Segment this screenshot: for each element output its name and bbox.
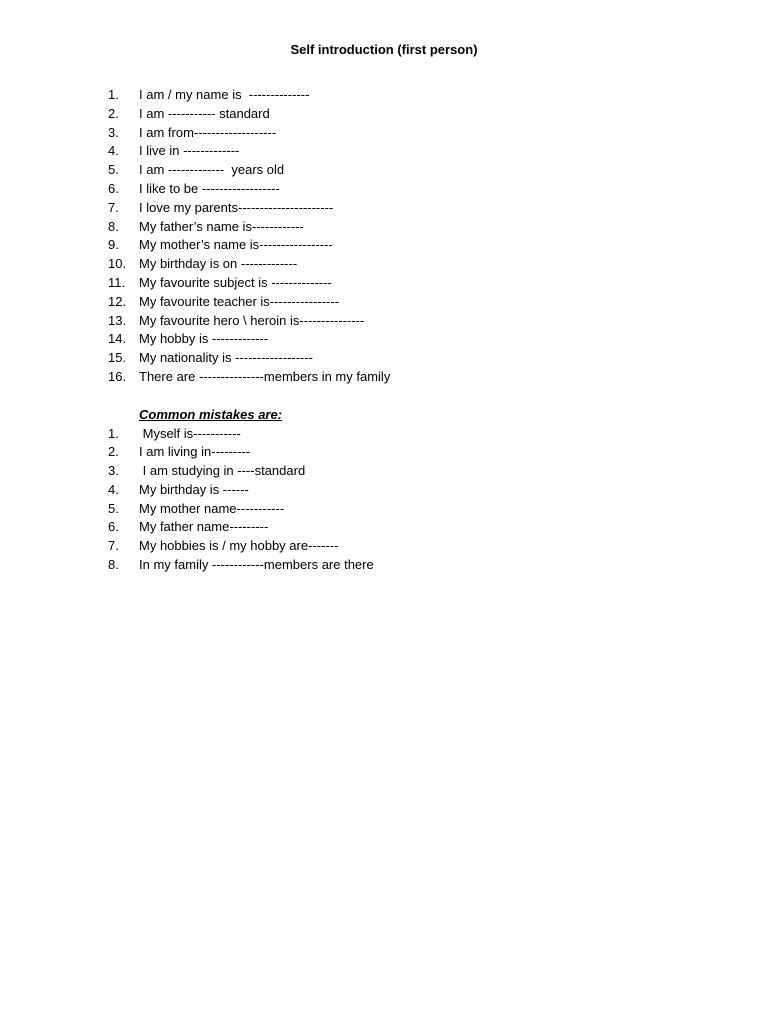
list-item — [108, 274, 390, 293]
mistakes-list — [108, 425, 374, 575]
list-item — [108, 556, 374, 575]
list-item — [108, 124, 390, 143]
item-number: 7. — [108, 199, 119, 215]
item-text: I am ------------- years old — [139, 162, 285, 178]
item-text: My hobbies is / my hobby are------- — [139, 538, 339, 554]
item-number: 5. — [108, 500, 119, 516]
item-text: In my family ------------members are there — [139, 557, 374, 573]
list-item — [108, 142, 390, 161]
item-number: 6. — [108, 180, 119, 196]
item-text: I am from------------------- — [139, 124, 277, 140]
introduction-list — [108, 86, 390, 387]
item-text: My favourite teacher is---------------- — [139, 293, 340, 309]
item-number: 9. — [108, 237, 119, 253]
item-number: 11. — [108, 274, 126, 290]
item-text: My father name--------- — [139, 519, 269, 535]
list-item — [108, 443, 374, 462]
item-text: My birthday is ------ — [139, 481, 249, 497]
list-item — [108, 518, 374, 537]
list-item — [108, 312, 390, 331]
item-number: 4. — [108, 481, 119, 497]
item-text: My mother name----------- — [139, 500, 285, 516]
item-text: My mother’s name is----------------- — [139, 237, 333, 253]
list-item — [108, 349, 390, 368]
item-text: I live in ------------- — [139, 143, 240, 159]
item-number: 16. — [108, 368, 127, 384]
list-item — [108, 161, 390, 180]
item-number: 2. — [108, 444, 119, 460]
item-text: My nationality is ------------------ — [139, 350, 314, 366]
item-text: There are ---------------members in my family — [139, 368, 391, 384]
item-number: 13. — [108, 312, 127, 328]
list-item — [108, 218, 390, 237]
list-item — [108, 199, 390, 218]
list-item — [108, 500, 374, 519]
item-number: 8. — [108, 557, 119, 573]
item-number: 3. — [108, 463, 119, 479]
item-text: I am living in--------- — [139, 444, 251, 460]
item-text: I am ----------- standard — [139, 105, 270, 121]
item-number: 10. — [108, 256, 127, 272]
list-item — [108, 481, 374, 500]
list-item — [108, 462, 374, 481]
item-text: My favourite hero \ heroin is--------------- — [139, 312, 365, 328]
item-number: 3. — [108, 124, 119, 140]
item-number: 12. — [108, 293, 127, 309]
item-text: I like to be ------------------ — [139, 180, 280, 196]
item-number: 2. — [108, 105, 119, 121]
item-number: 14. — [108, 331, 127, 347]
item-text: I love my parents---------------------- — [139, 199, 334, 215]
list-item — [108, 330, 390, 349]
item-text: My hobby is ------------- — [139, 331, 269, 347]
list-item — [108, 293, 390, 312]
list-item — [108, 236, 390, 255]
item-text: Myself is----------- — [139, 425, 241, 441]
item-text: I am studying in ----standard — [139, 463, 306, 479]
item-text: My favourite subject is -------------- — [139, 274, 332, 290]
list-item — [108, 537, 374, 556]
list-item — [108, 368, 390, 387]
item-number: 8. — [108, 218, 119, 234]
common-mistakes-heading: Common mistakes are: — [139, 406, 283, 422]
list-item — [108, 86, 390, 105]
item-number: 5. — [108, 162, 119, 178]
item-number: 1. — [108, 87, 119, 102]
list-item — [108, 105, 390, 124]
page-title: Self introduction (first person) — [290, 42, 478, 57]
item-text: My birthday is on ------------- — [139, 256, 298, 272]
item-number: 7. — [108, 538, 119, 554]
item-number: 6. — [108, 519, 119, 535]
item-number: 15. — [108, 350, 127, 366]
item-text: I am / my name is -------------- — [139, 87, 310, 102]
item-number: 1. — [108, 425, 119, 441]
item-number: 4. — [108, 143, 119, 159]
list-item — [108, 180, 390, 199]
list-item — [108, 425, 374, 444]
item-text: My father’s name is------------ — [139, 218, 304, 234]
list-item — [108, 255, 390, 274]
